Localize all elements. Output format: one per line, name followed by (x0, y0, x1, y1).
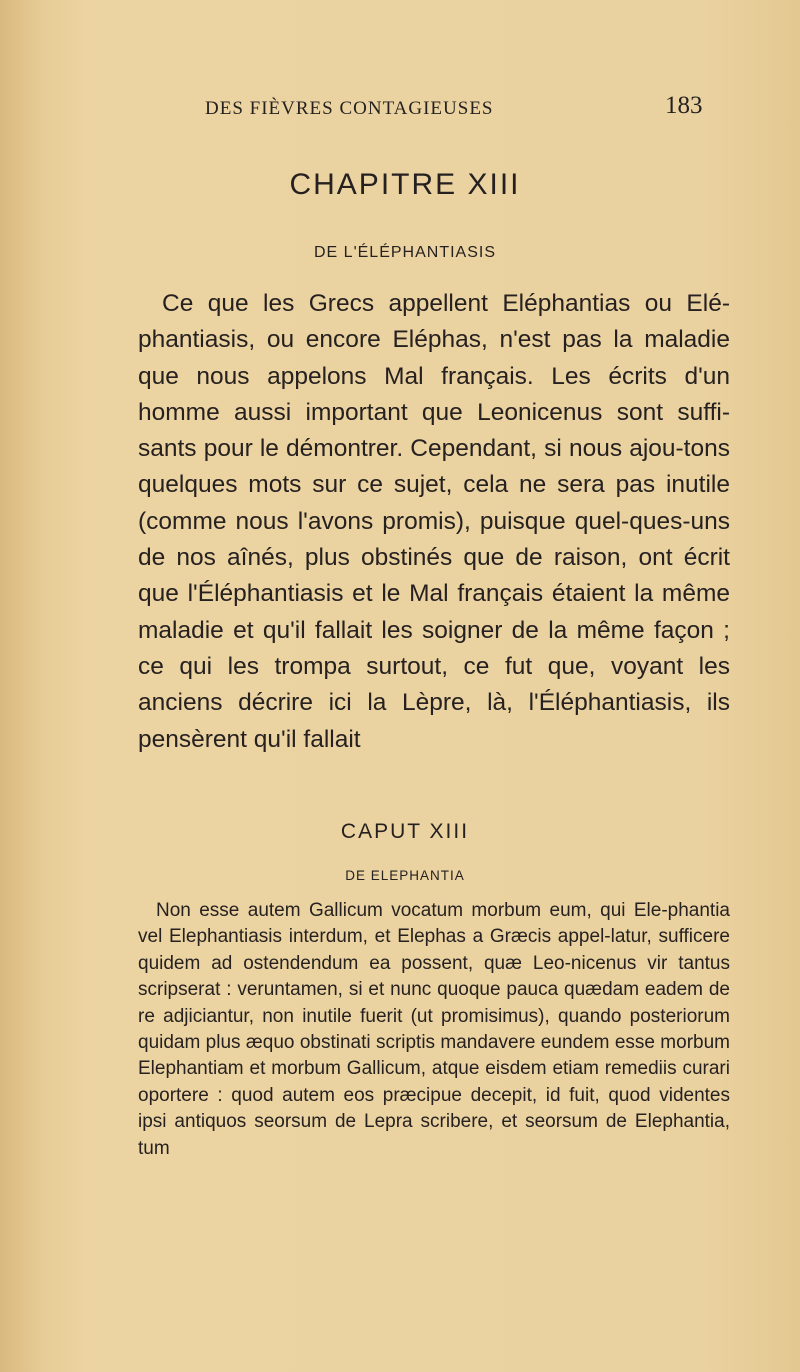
running-head: DES FIÈVRES CONTAGIEUSES (205, 98, 494, 119)
latin-chapter-subtitle: DE ELEPHANTIA (345, 868, 465, 883)
page-number: 183 (665, 92, 703, 119)
latin-chapter-title: CAPUT XIII (340, 820, 470, 843)
french-paragraph: Ce que les Grecs appellent Eléphantias ou Elé-phantiasis, ou encore Eléphas, n'est pas la maladie que nous appelons Mal français. Les écrits d'un homme aussi important que Leonicenus sont suffi-sants pour le démontrer. Cependant, si nous ajou-tons quelques mots sur ce sujet, cela ne sera pas inutile (comme nous l'avons promis), puisque quel-ques-uns de nos aînés, plus obstinés que de raison, ont écrit que l'Éléphantiasis et le Mal français étaient la même maladie et qu'il fallait les soigner de la même façon ; ce qui les trompa surtout, ce fut que, voyant les anciens décrire ici la Lèpre, là, l'Éléphantiasis, ils pensèrent qu'il fallait (138, 290, 730, 753)
latin-paragraph: Non esse autem Gallicum vocatum morbum eum, qui Ele-phantia vel Elephantiasis interdum, et Elephas a Græcis appel-latur, sufficere quidem ad ostendendum ea possent, quæ Leo-nicenus vir tantus scripserat : veruntamen, si et nunc quoque pauca quædam eadem de re adjiciantur, non inutile fuerit (ut promisimus), quando posteriorum quidam plus æquo obstinati scriptis mandavere eundem esse morbum Elephantiam et morbum Gallicum, atque eisdem etiam remediis curari oportere : quod autem eos præcipue decepit, id fuit, quod videntes ipsi antiquos seorsum de Lepra scribere, et seorsum de Elephantia, tum (138, 900, 730, 1159)
chapter-title: CHAPITRE XIII (289, 168, 521, 201)
chapter-subtitle: DE L'ÉLÉPHANTIASIS (314, 244, 496, 261)
